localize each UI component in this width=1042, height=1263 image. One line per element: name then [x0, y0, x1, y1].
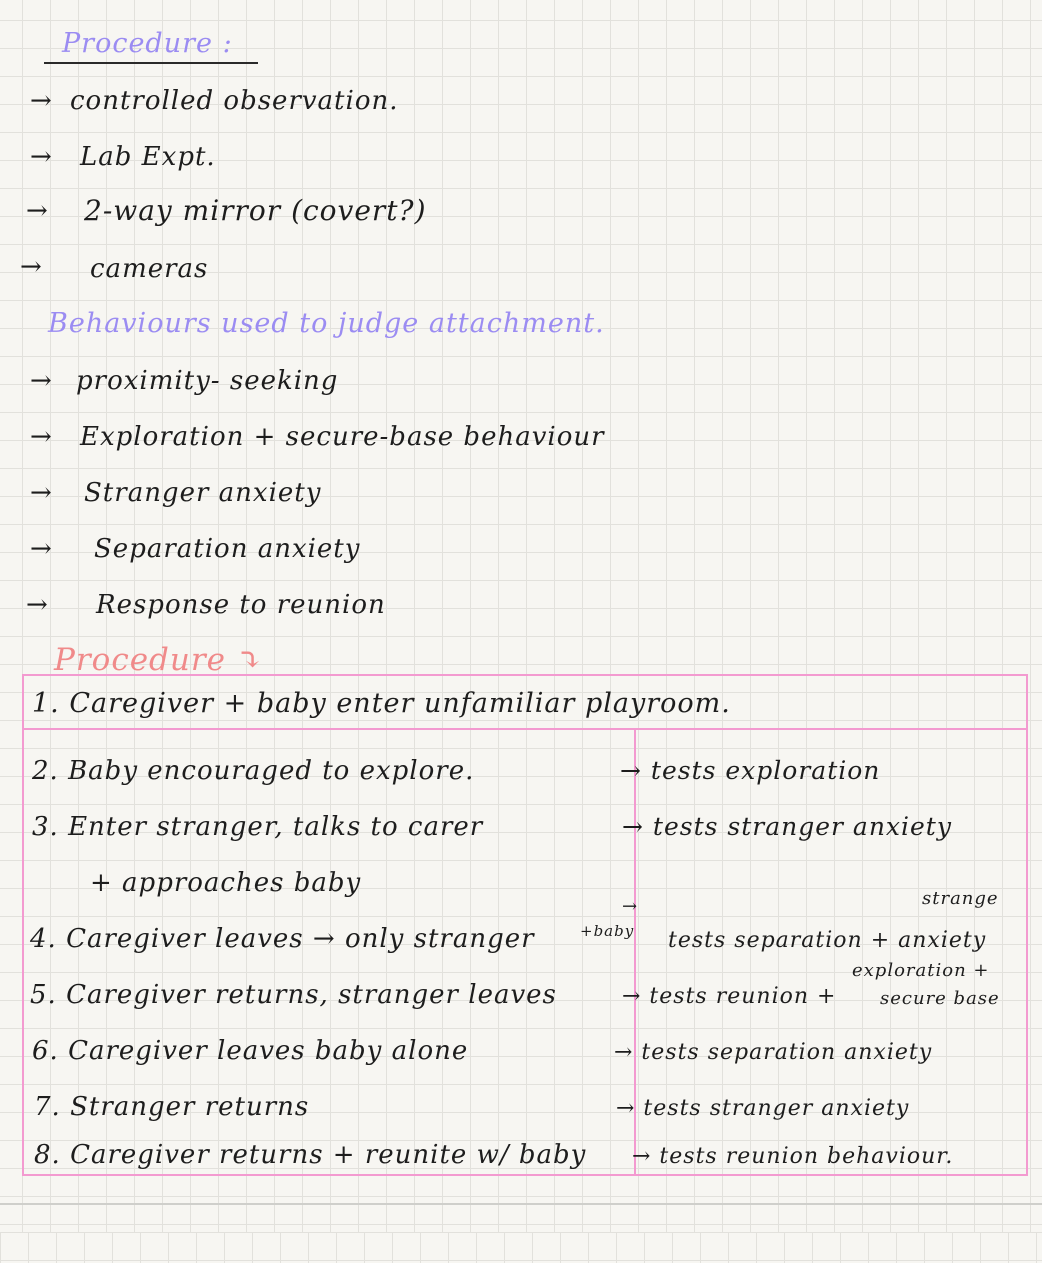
step-result: → tests stranger anxiety	[616, 1096, 910, 1121]
behaviour-text: Separation anxiety	[94, 534, 361, 564]
annotation-secure-base: secure base	[880, 988, 1000, 1009]
method-text: controlled observation.	[70, 86, 399, 116]
behaviour-text: Stranger anxiety	[84, 478, 322, 508]
step-1: 1. Caregiver + baby enter unfamiliar playroom.	[32, 688, 731, 719]
step-result: → tests reunion +	[622, 984, 837, 1009]
step-result: → tests reunion behaviour.	[632, 1144, 954, 1169]
step-text: 6. Caregiver leaves baby alone	[32, 1036, 469, 1066]
step-text: 5. Caregiver returns, stranger leaves	[30, 980, 557, 1010]
method-text: 2-way mirror (covert?)	[84, 194, 427, 227]
table-row-divider	[22, 728, 1028, 730]
step-result: → tests separation anxiety	[614, 1040, 933, 1065]
behaviour-text: Exploration + secure-base behaviour	[80, 422, 605, 452]
step-text: 4. Caregiver leaves → only stranger	[30, 924, 535, 954]
behaviour-arrow: →	[26, 590, 49, 620]
step-text: 2. Baby encouraged to explore.	[32, 756, 475, 786]
annotation-arrow-above: →	[622, 896, 639, 917]
next-page-top	[0, 1232, 1042, 1263]
step-result: tests separation + anxiety	[668, 928, 987, 953]
method-arrow: →	[30, 142, 53, 172]
behaviours-heading: Behaviours used to judge attachment.	[48, 308, 605, 339]
behaviour-text: Response to reunion	[96, 590, 386, 620]
procedure-heading: Procedure :	[62, 28, 233, 59]
behaviour-arrow: →	[30, 534, 53, 564]
step-text: 7. Stranger returns	[34, 1092, 310, 1122]
annotation-plus-baby: +baby	[580, 922, 635, 940]
page-divider	[0, 1203, 1042, 1205]
behaviour-text: proximity- seeking	[76, 366, 339, 396]
step-text: 3. Enter stranger, talks to carer	[32, 812, 484, 842]
annotation-exploration: exploration +	[852, 960, 990, 981]
step-result: → tests stranger anxiety	[622, 812, 952, 841]
behaviour-arrow: →	[30, 478, 53, 508]
method-text: Lab Expt.	[80, 142, 216, 172]
procedure-steps-heading: Procedure ⤵	[54, 642, 264, 678]
method-text: cameras	[90, 254, 209, 284]
step-text: + approaches baby	[90, 868, 362, 898]
step-text: 8. Caregiver returns + reunite w/ baby	[34, 1140, 587, 1170]
behaviour-arrow: →	[30, 422, 53, 452]
method-arrow: →	[30, 86, 53, 116]
behaviour-arrow: →	[30, 366, 53, 396]
method-arrow: →	[20, 252, 43, 282]
step-result: → tests exploration	[620, 756, 881, 785]
method-arrow: →	[26, 196, 49, 226]
heading-underline	[44, 62, 258, 64]
annotation-strange: strange	[922, 888, 999, 909]
